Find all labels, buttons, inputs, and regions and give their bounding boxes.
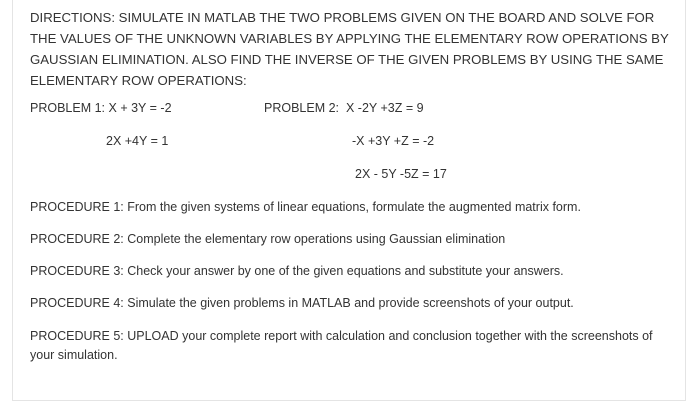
procedure-2: PROCEDURE 2: Complete the elementary row operations using Gaussian elimination	[30, 232, 506, 246]
procedure-4: PROCEDURE 4: Simulate the given problems in MATLAB and provide screenshots of your output.	[30, 296, 574, 310]
procedure-3: PROCEDURE 3: Check your answer by one of the given equations and substitute your answers.	[30, 264, 564, 278]
problem1-label: PROBLEM 1:	[30, 101, 106, 115]
problem2-equation-1: X -2Y +3Z = 9	[345, 101, 424, 115]
problem2-label: PROBLEM 2:	[264, 101, 340, 115]
procedure-1: PROCEDURE 1: From the given systems of linear equations, formulate the augmented matrix form.	[30, 200, 581, 214]
procedure-5: PROCEDURE 5: UPLOAD your complete report with calculation and conclusion together with the screenshots of your simulation.	[30, 329, 653, 362]
problem1-equation-2: 2X +4Y = 1	[106, 134, 169, 148]
directions-text: DIRECTIONS: SIMULATE IN MATLAB THE TWO PROBLEMS GIVEN ON THE BOARD AND SOLVE FOR THE VALUES OF THE UNKNOWN VARIABLES BY APPLYING THE ELEMENTARY ROW OPERATIONS BY GAUSSIAN ELIMINATION. ALSO FIND THE INVERSE OF THE GIVEN PROBLEMS BY USING THE SAME ELEMENTARY ROW OPERATIONS:	[30, 10, 669, 88]
problem1-line1	[30, 100, 172, 116]
problem2-line1	[264, 100, 424, 116]
problem1-equation-1: X + 3Y = -2	[108, 101, 172, 115]
problem2-equation-3: 2X - 5Y -5Z = 17	[355, 167, 447, 181]
problem2-equation-2: -X +3Y +Z = -2	[352, 134, 435, 148]
